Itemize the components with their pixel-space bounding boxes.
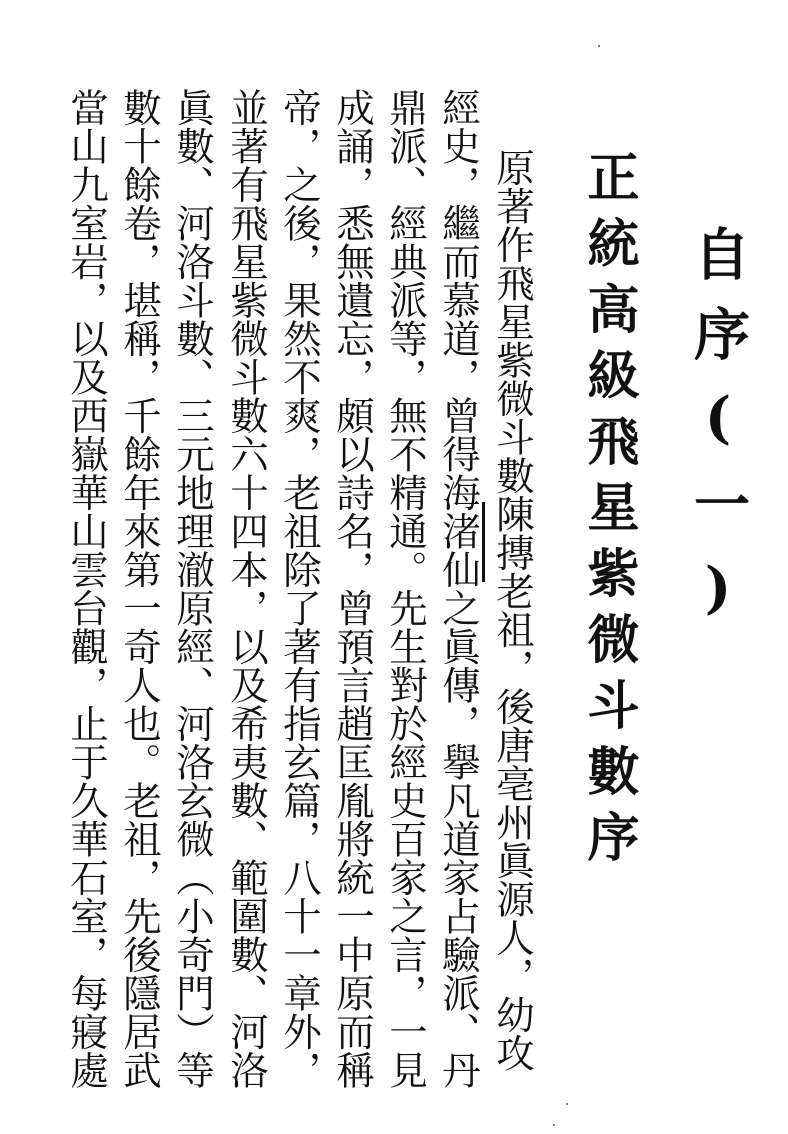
scan-speck <box>598 45 600 47</box>
scan-speck <box>566 1103 568 1105</box>
body-line-4: 成誦，悉無遺忘，頗以詩名，曾預言趙匡胤將統一中原而稱 <box>330 88 375 1089</box>
body-line-1: 原著作飛星紫微斗數陳摶老祖，後唐亳州眞源人，幼攻 <box>490 148 535 1072</box>
proper-name-mark <box>482 502 485 582</box>
body-line-2: 經史，繼而慕道，曾得海渚仙之眞傳，擧凡道家占驗派、丹 <box>436 88 481 1089</box>
body-line-5: 帝，之後，果然不爽，老祖除了著有指玄篇，八十一章外， <box>277 88 322 1089</box>
body-line-3: 鼎派、經典派等，無不精通。先生對於經史百家之言，一見 <box>383 88 428 1089</box>
preface-heading: 自序(一) <box>685 225 751 645</box>
body-line-8: 數十餘卷，堪稱，千餘年來第一奇人也。老祖，先後隱居武 <box>117 88 162 1089</box>
body-line-6: 並著有飛星紫微斗數六十四本，以及希夷數、範圍數、河洛 <box>224 88 269 1089</box>
scan-speck <box>553 1124 555 1126</box>
body-line-9: 當山九室岩，以及西嶽華山雲台觀，止于久華石室，每寢處 <box>64 88 109 1089</box>
body-line-7: 眞數、河洛斗數、三元地理澈原經、河洛玄微（小奇門）等 <box>170 88 215 1089</box>
document-title: 正統高級飛星紫微斗數序 <box>578 150 639 876</box>
